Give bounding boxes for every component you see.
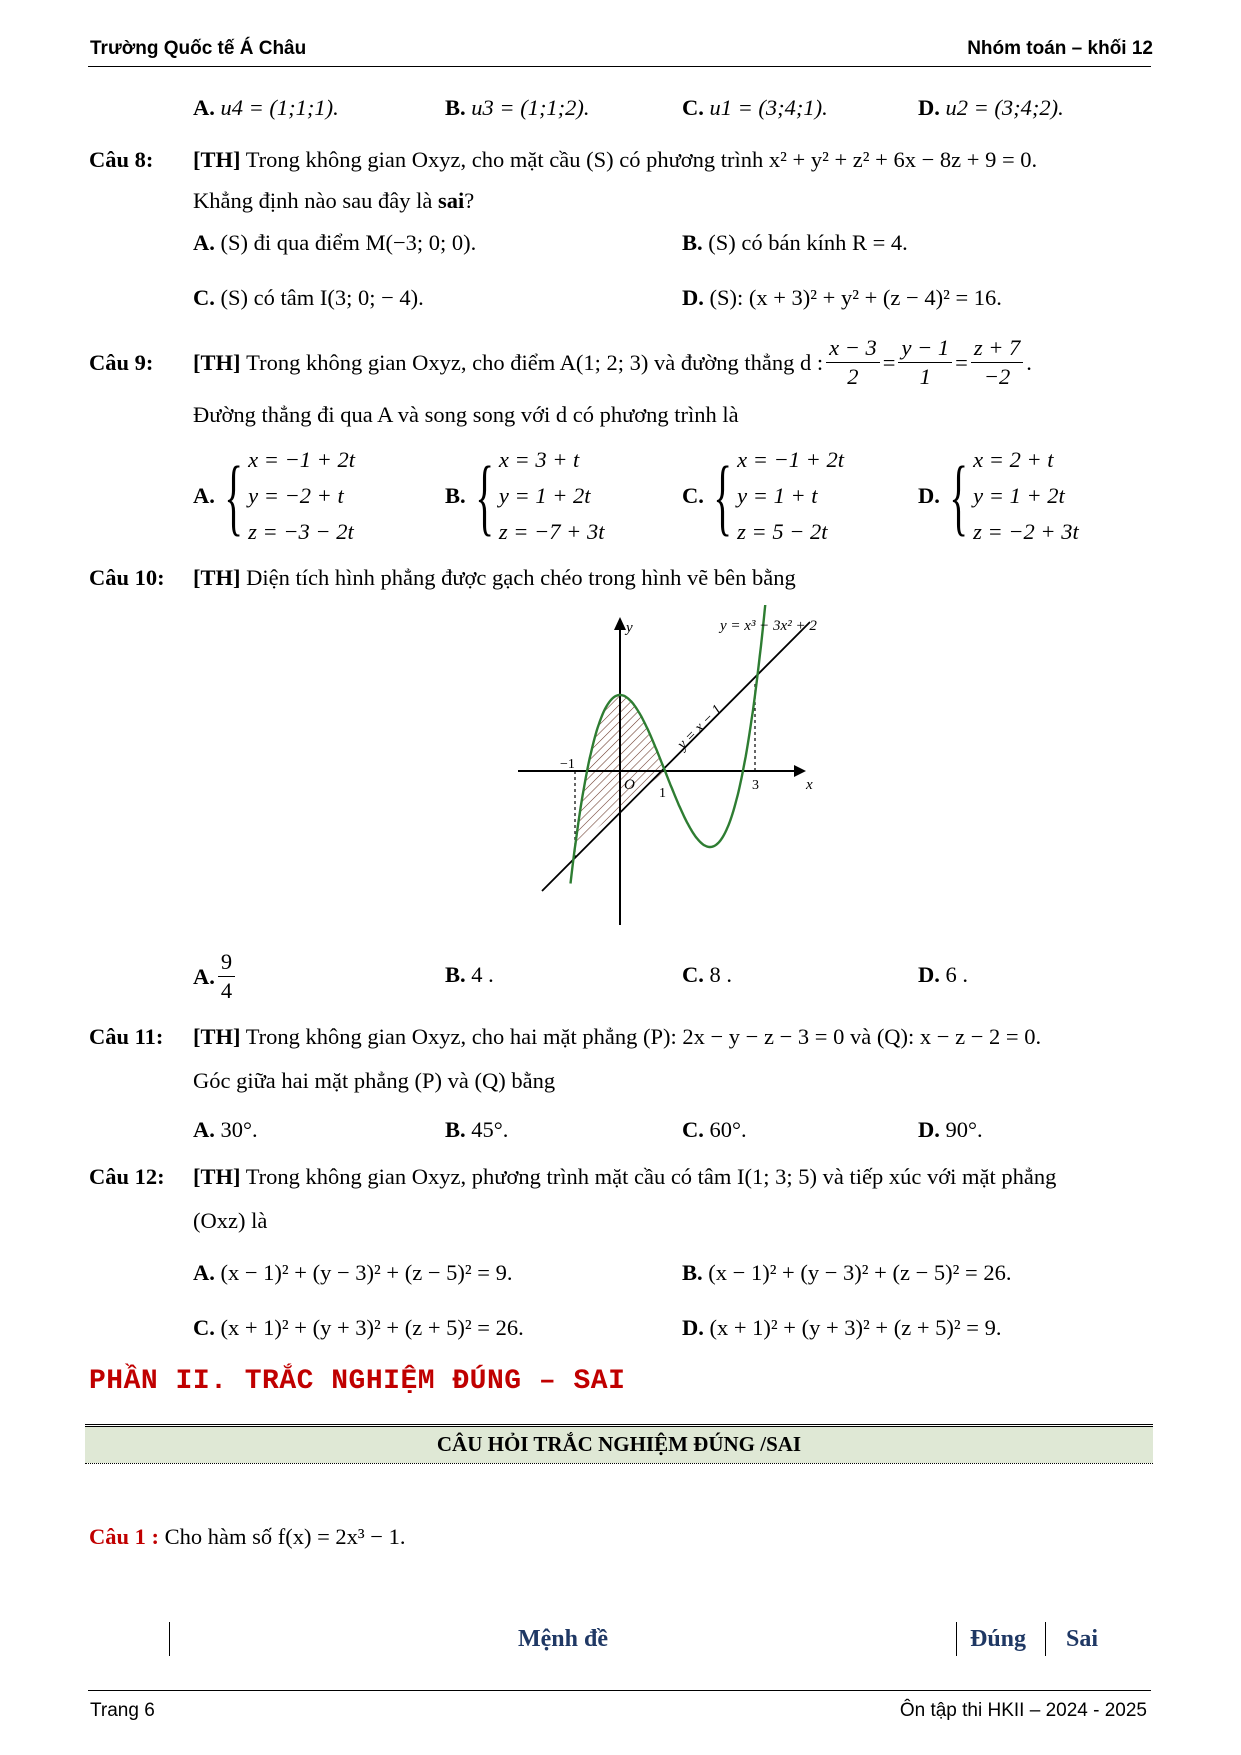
q8-option-d: D. (S): (x + 3)² + y² + (z − 4)² = 16. (682, 285, 1002, 310)
q8-option-c: C. (S) có tâm I(3; 0; − 4). (193, 285, 424, 310)
table-header-false: Sai (1066, 1626, 1099, 1652)
q12-option-a: A. (x − 1)² + (y − 3)² + (z − 5)² = 9. (193, 1260, 513, 1285)
table-border-mid1 (956, 1622, 957, 1656)
q10-label: Câu 10: (89, 565, 165, 590)
q10-stem: [TH] Diện tích hình phẳng được gạch chéo trong hình vẽ bên bằng (193, 565, 796, 590)
q12-label: Câu 12: (89, 1164, 165, 1189)
curve-label: y = x³ − 3x² + 2 (720, 618, 817, 634)
q9-option-b: B. { x = 3 + t y = 1 + 2t z = −7 + 3t (445, 447, 605, 544)
q8-label: Câu 8: (89, 147, 154, 172)
q12-option-d: D. (x + 1)² + (y + 3)² + (z + 5)² = 9. (682, 1315, 1002, 1340)
q12-stem-line2: (Oxz) là (193, 1208, 268, 1233)
tick-neg1: −1 (560, 757, 575, 772)
table-header-statement: Mệnh đề (518, 1626, 608, 1652)
q11-option-a: A. 30°. (193, 1117, 258, 1142)
y-axis-label: y (626, 620, 633, 636)
header-school: Trường Quốc tế Á Châu (90, 38, 307, 59)
q9-label: Câu 9: (89, 350, 154, 375)
q7-option-b: B. u3 = (1;1;2). (445, 95, 590, 120)
q11-stem-line2: Góc giữa hai mặt phẳng (P) và (Q) bằng (193, 1068, 556, 1093)
q9-frac1: $\frac{x - 3}{2}$ (826, 334, 880, 391)
x-axis-arrow (794, 765, 806, 777)
q11-stem: [TH] Trong không gian Oxyz, cho hai mặt phẳng (P): 2x − y − z − 3 = 0 và (Q): x − z − 2 = 0. (193, 1024, 1042, 1049)
q9-option-d: D. { x = 2 + t y = 1 + 2t z = −2 + 3t (918, 447, 1079, 544)
q7-option-d: D. u2 = (3;4;2). (918, 95, 1064, 120)
q8-option-b: B. (S) có bán kính R = 4. (682, 230, 908, 255)
y-axis-arrow (614, 617, 626, 630)
part2-title: PHẦN II. TRẮC NGHIỆM ĐÚNG – SAI (89, 1366, 626, 1397)
origin-label: O (624, 777, 635, 793)
q11-option-d: D. 90°. (918, 1117, 983, 1142)
q7-option-a: A. u4 = (1;1;1). (193, 95, 339, 120)
q7-option-c: C. u1 = (3;4;1). (682, 95, 828, 120)
line-y-x-1 (542, 622, 810, 891)
q11-option-c: C. 60°. (682, 1117, 747, 1142)
footer-exam: Ôn tập thi HKII – 2024 - 2025 (899, 1700, 1147, 1721)
part2-band-bottom-rule (85, 1463, 1153, 1464)
part2-q1: Câu 1 : Cho hàm số f(x) = 2x³ − 1. (89, 1524, 406, 1549)
q9-stem-line2: Đường thẳng đi qua A và song song với d có phương trình là (193, 402, 739, 427)
header-rule (88, 66, 1151, 67)
q10-option-a: A. $\frac{9}{4}$ (193, 948, 238, 1005)
q10-option-b: B. 4 . (445, 962, 494, 987)
tick-3: 3 (752, 778, 759, 793)
q8-option-a: A. (S) đi qua điểm M(−3; 0; 0). (193, 230, 477, 255)
q9-frac2: $\frac{y - 1}{1}$ (898, 334, 952, 391)
q8-stem-line2: Khẳng định nào sau đây là sai? (193, 188, 475, 213)
header-group: Nhóm toán – khối 12 (967, 38, 1153, 59)
q11-option-b: B. 45°. (445, 1117, 509, 1142)
x-axis-label: x (806, 777, 813, 793)
line-label: y = x − 1 (674, 701, 726, 753)
footer-rule (88, 1690, 1151, 1691)
q12-option-b: B. (x − 1)² + (y − 3)² + (z − 5)² = 26. (682, 1260, 1012, 1285)
table-header-true: Đúng (970, 1626, 1027, 1652)
tick-1: 1 (659, 786, 666, 801)
q9-stem: [TH] Trong không gian Oxyz, cho điểm A(1; 2; 3) và đường thẳng d : $\frac{x - 3}{2}$ = $\frac{y - 1}{1}$ = $\frac{z + 7}{-2}$ . (193, 335, 1032, 389)
q9-frac3: $\frac{z + 7}{-2}$ (971, 334, 1023, 391)
q11-label: Câu 11: (89, 1024, 164, 1049)
table-border-left (169, 1622, 170, 1656)
q10-option-c: C. 8 . (682, 962, 732, 987)
q12-stem: [TH] Trong không gian Oxyz, phương trình mặt cầu có tâm I(1; 3; 5) và tiếp xúc với mặt phẳng (193, 1164, 1057, 1189)
q9-option-c: C. { x = −1 + 2t y = 1 + t z = 5 − 2t (682, 447, 844, 544)
q10-option-d: D. 6 . (918, 962, 968, 987)
q12-option-c: C. (x + 1)² + (y + 3)² + (z + 5)² = 26. (193, 1315, 524, 1340)
table-border-mid2 (1045, 1622, 1046, 1656)
footer-page: Trang 6 (90, 1700, 155, 1721)
q10-graph (505, 605, 865, 935)
part2-band-top-rule (85, 1424, 1153, 1427)
part2-band-title: CÂU HỎI TRẮC NGHIỆM ĐÚNG /SAI (436, 1432, 802, 1456)
q9-option-a: A. { x = −1 + 2t y = −2 + t z = −3 − 2t (193, 447, 355, 544)
q8-stem: [TH] Trong không gian Oxyz, cho mặt cầu (S) có phương trình x² + y² + z² + 6x − 8z + 9 = 0. (193, 147, 1038, 172)
